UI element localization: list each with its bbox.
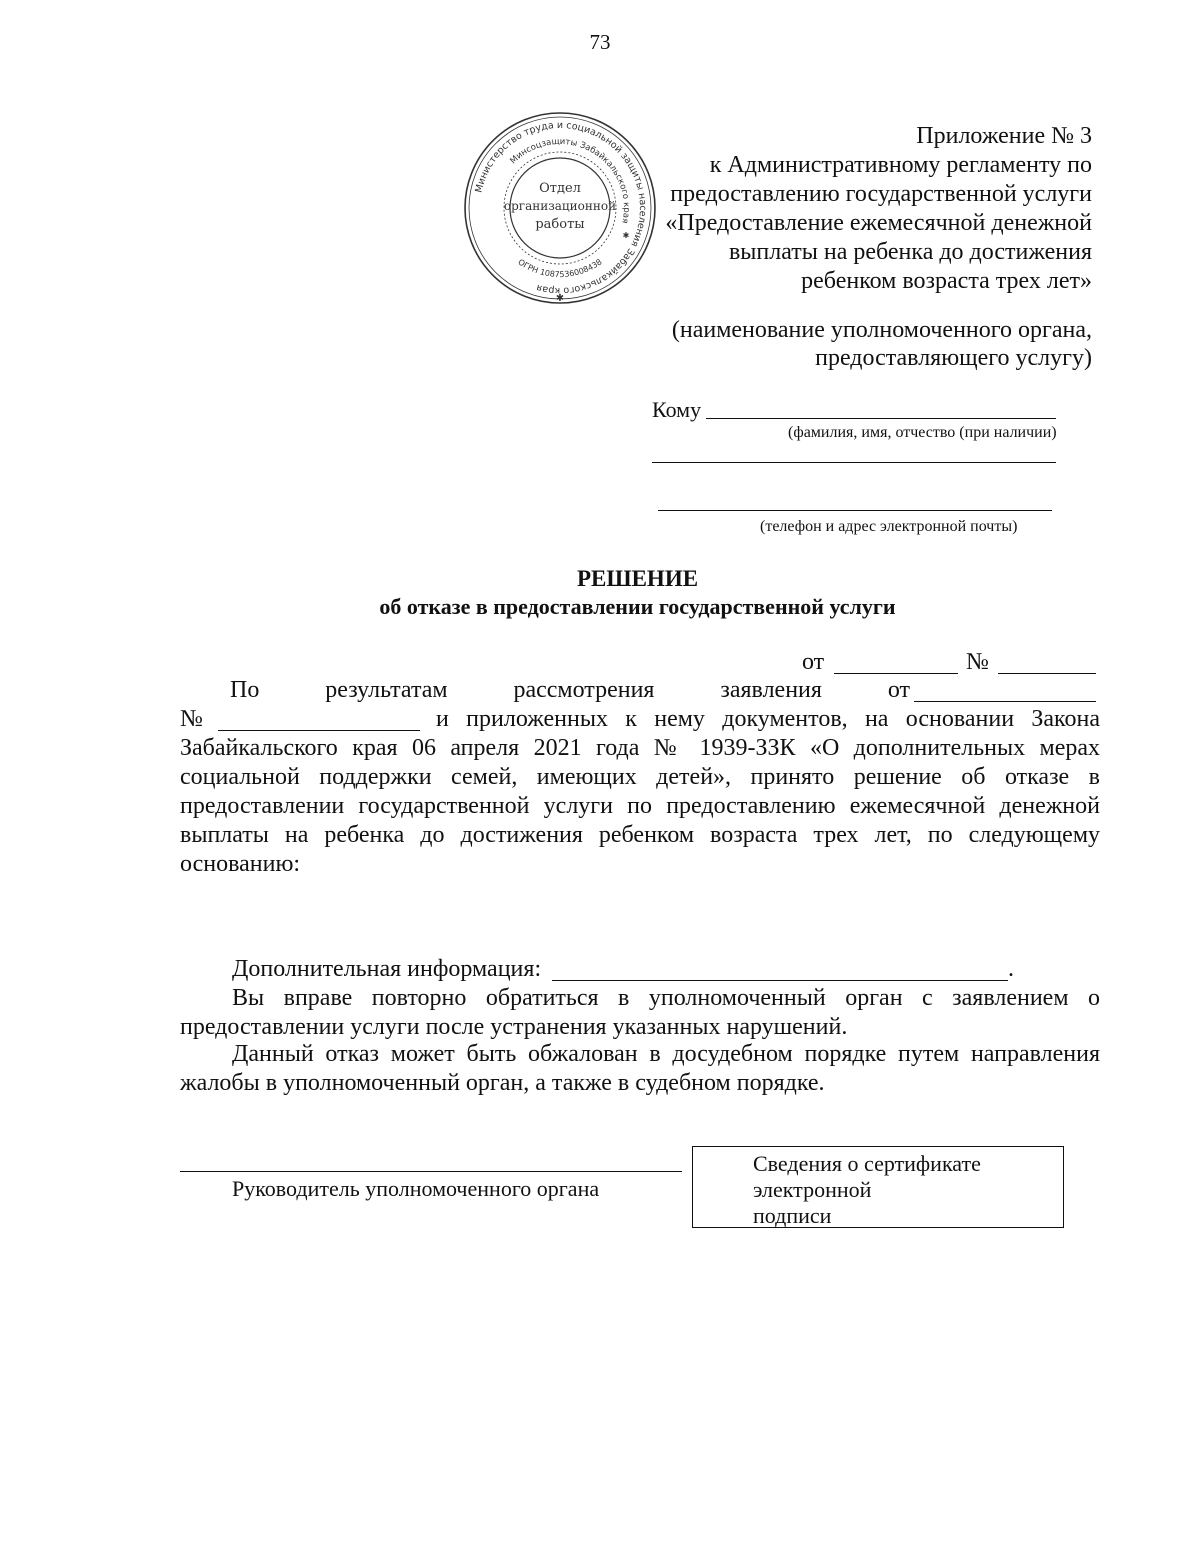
stamp-center-line-2: организационной (503, 199, 617, 213)
body-word: от (887, 677, 910, 703)
date-blank-line (834, 673, 958, 674)
appeal-paragraph: Данный отказ может быть обжалован в досудебном порядке путем направления жалобы в уполномоченный орган, а также в судебном порядке. (180, 1041, 1100, 1096)
recipient-label: Кому (652, 397, 702, 422)
appendix-line: выплаты на ребенка до достижения (728, 239, 1092, 265)
additional-info-period: . (1008, 956, 1014, 982)
certificate-info-box (692, 1146, 1064, 1228)
fio-caption: (фамилия, имя, отчество (при наличии) (788, 424, 1057, 441)
appendix-line: Приложение № 3 (916, 123, 1092, 149)
recipient-extra-line (652, 462, 1056, 463)
authority-name-caption (622, 316, 1092, 372)
certificate-line: подписи (753, 1203, 832, 1228)
application-date-blank-line (914, 701, 1096, 702)
application-number-label: № (180, 706, 203, 732)
certificate-line: электронной (753, 1177, 872, 1202)
date-label: от (802, 649, 825, 675)
body-line-2: и приложенных к нему документов, на основании Закона (436, 706, 1100, 732)
contact-caption: (телефон и адрес электронной почты) (760, 518, 1018, 535)
application-number-blank-line (218, 730, 420, 731)
stamp-ogrn: ОГРН 1087536008438 (516, 257, 604, 280)
appendix-line: предоставлению государственной услуги (670, 181, 1092, 207)
body-line-1 (230, 676, 910, 705)
authority-line: (наименование уполномоченного органа, (671, 317, 1092, 343)
stamp-center-line-3: работы (535, 217, 585, 232)
number-label: № (966, 649, 989, 675)
stamp-ring-text: Министерство труда и социальной защиты населения Забайкальского края (473, 119, 649, 297)
appendix-line: ребенком возраста трех лет» (801, 268, 1092, 294)
stamp-center-line-1: Отдел (539, 181, 581, 196)
signature-line (180, 1171, 682, 1172)
body-word: рассмотрения (513, 677, 655, 703)
body-word: результатам (325, 677, 448, 703)
body-main-paragraph: Забайкальского края 06 апреля 2021 года № 1939-ЗЗК «О дополнительных мерах социальной поддержки семей, имеющих детей», принято решение об отказе в предоставлении государственной услуги по предоставлению ежемесячной денежной выплаты на ребенка до достижения ребенком возраста трех лет, по следующему основанию: (180, 735, 1100, 877)
certificate-line: Сведения о сертификате (753, 1151, 981, 1176)
stamp-inner-ring-text: Минсоцзащиты Забайкальского края (508, 136, 632, 225)
page-number: 73 (589, 30, 611, 54)
document-subtitle: об отказе в предоставлении государственной услуги (379, 594, 896, 619)
additional-info-blank-line (552, 980, 1008, 981)
appendix-line: к Административному регламенту по (709, 152, 1092, 178)
additional-info-label: Дополнительная информация: (232, 956, 542, 982)
recipient-name-line (706, 418, 1056, 419)
appendix-header (622, 122, 1092, 296)
recipient-contact-line (658, 510, 1052, 511)
body-word: заявления (720, 677, 822, 703)
authority-line: предоставляющего услугу) (815, 345, 1092, 371)
number-blank-line (998, 673, 1096, 674)
document-title: РЕШЕНИЕ (576, 566, 699, 591)
body-word: По (230, 677, 260, 703)
appendix-line: «Предоставление ежемесячной денежной (665, 210, 1092, 236)
stamp-star-icon: ✱ (555, 293, 565, 304)
reapply-paragraph: Вы вправе повторно обратиться в уполномоченный орган с заявлением о предоставлении услуги после устранения указанных нарушений. (180, 985, 1100, 1040)
head-signature-caption: Руководитель уполномоченного органа (232, 1176, 600, 1201)
stamp-star-icon: ✱ (622, 231, 630, 240)
